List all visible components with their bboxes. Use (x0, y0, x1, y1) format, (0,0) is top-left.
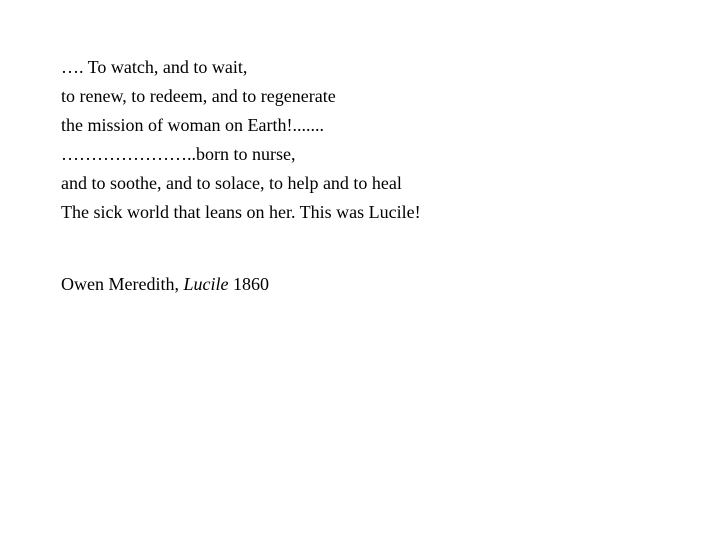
poem-line: to renew, to redeem, and to regenerate (61, 86, 336, 106)
poem-line: and to soothe, and to solace, to help and to heal (61, 173, 402, 193)
poem-excerpt (61, 53, 421, 227)
poem-line: …………………..born to nurse, (61, 144, 296, 164)
poem-line: …. To watch, and to wait, (61, 57, 248, 77)
poem-line: the mission of woman on Earth!....... (61, 115, 324, 135)
attribution-author: Owen Meredith, (61, 274, 184, 294)
attribution (61, 270, 269, 299)
poem-line: The sick world that leans on her. This was Lucile! (61, 202, 421, 222)
attribution-work-title: Lucile (183, 274, 229, 294)
attribution-year: 1860 (228, 274, 269, 294)
